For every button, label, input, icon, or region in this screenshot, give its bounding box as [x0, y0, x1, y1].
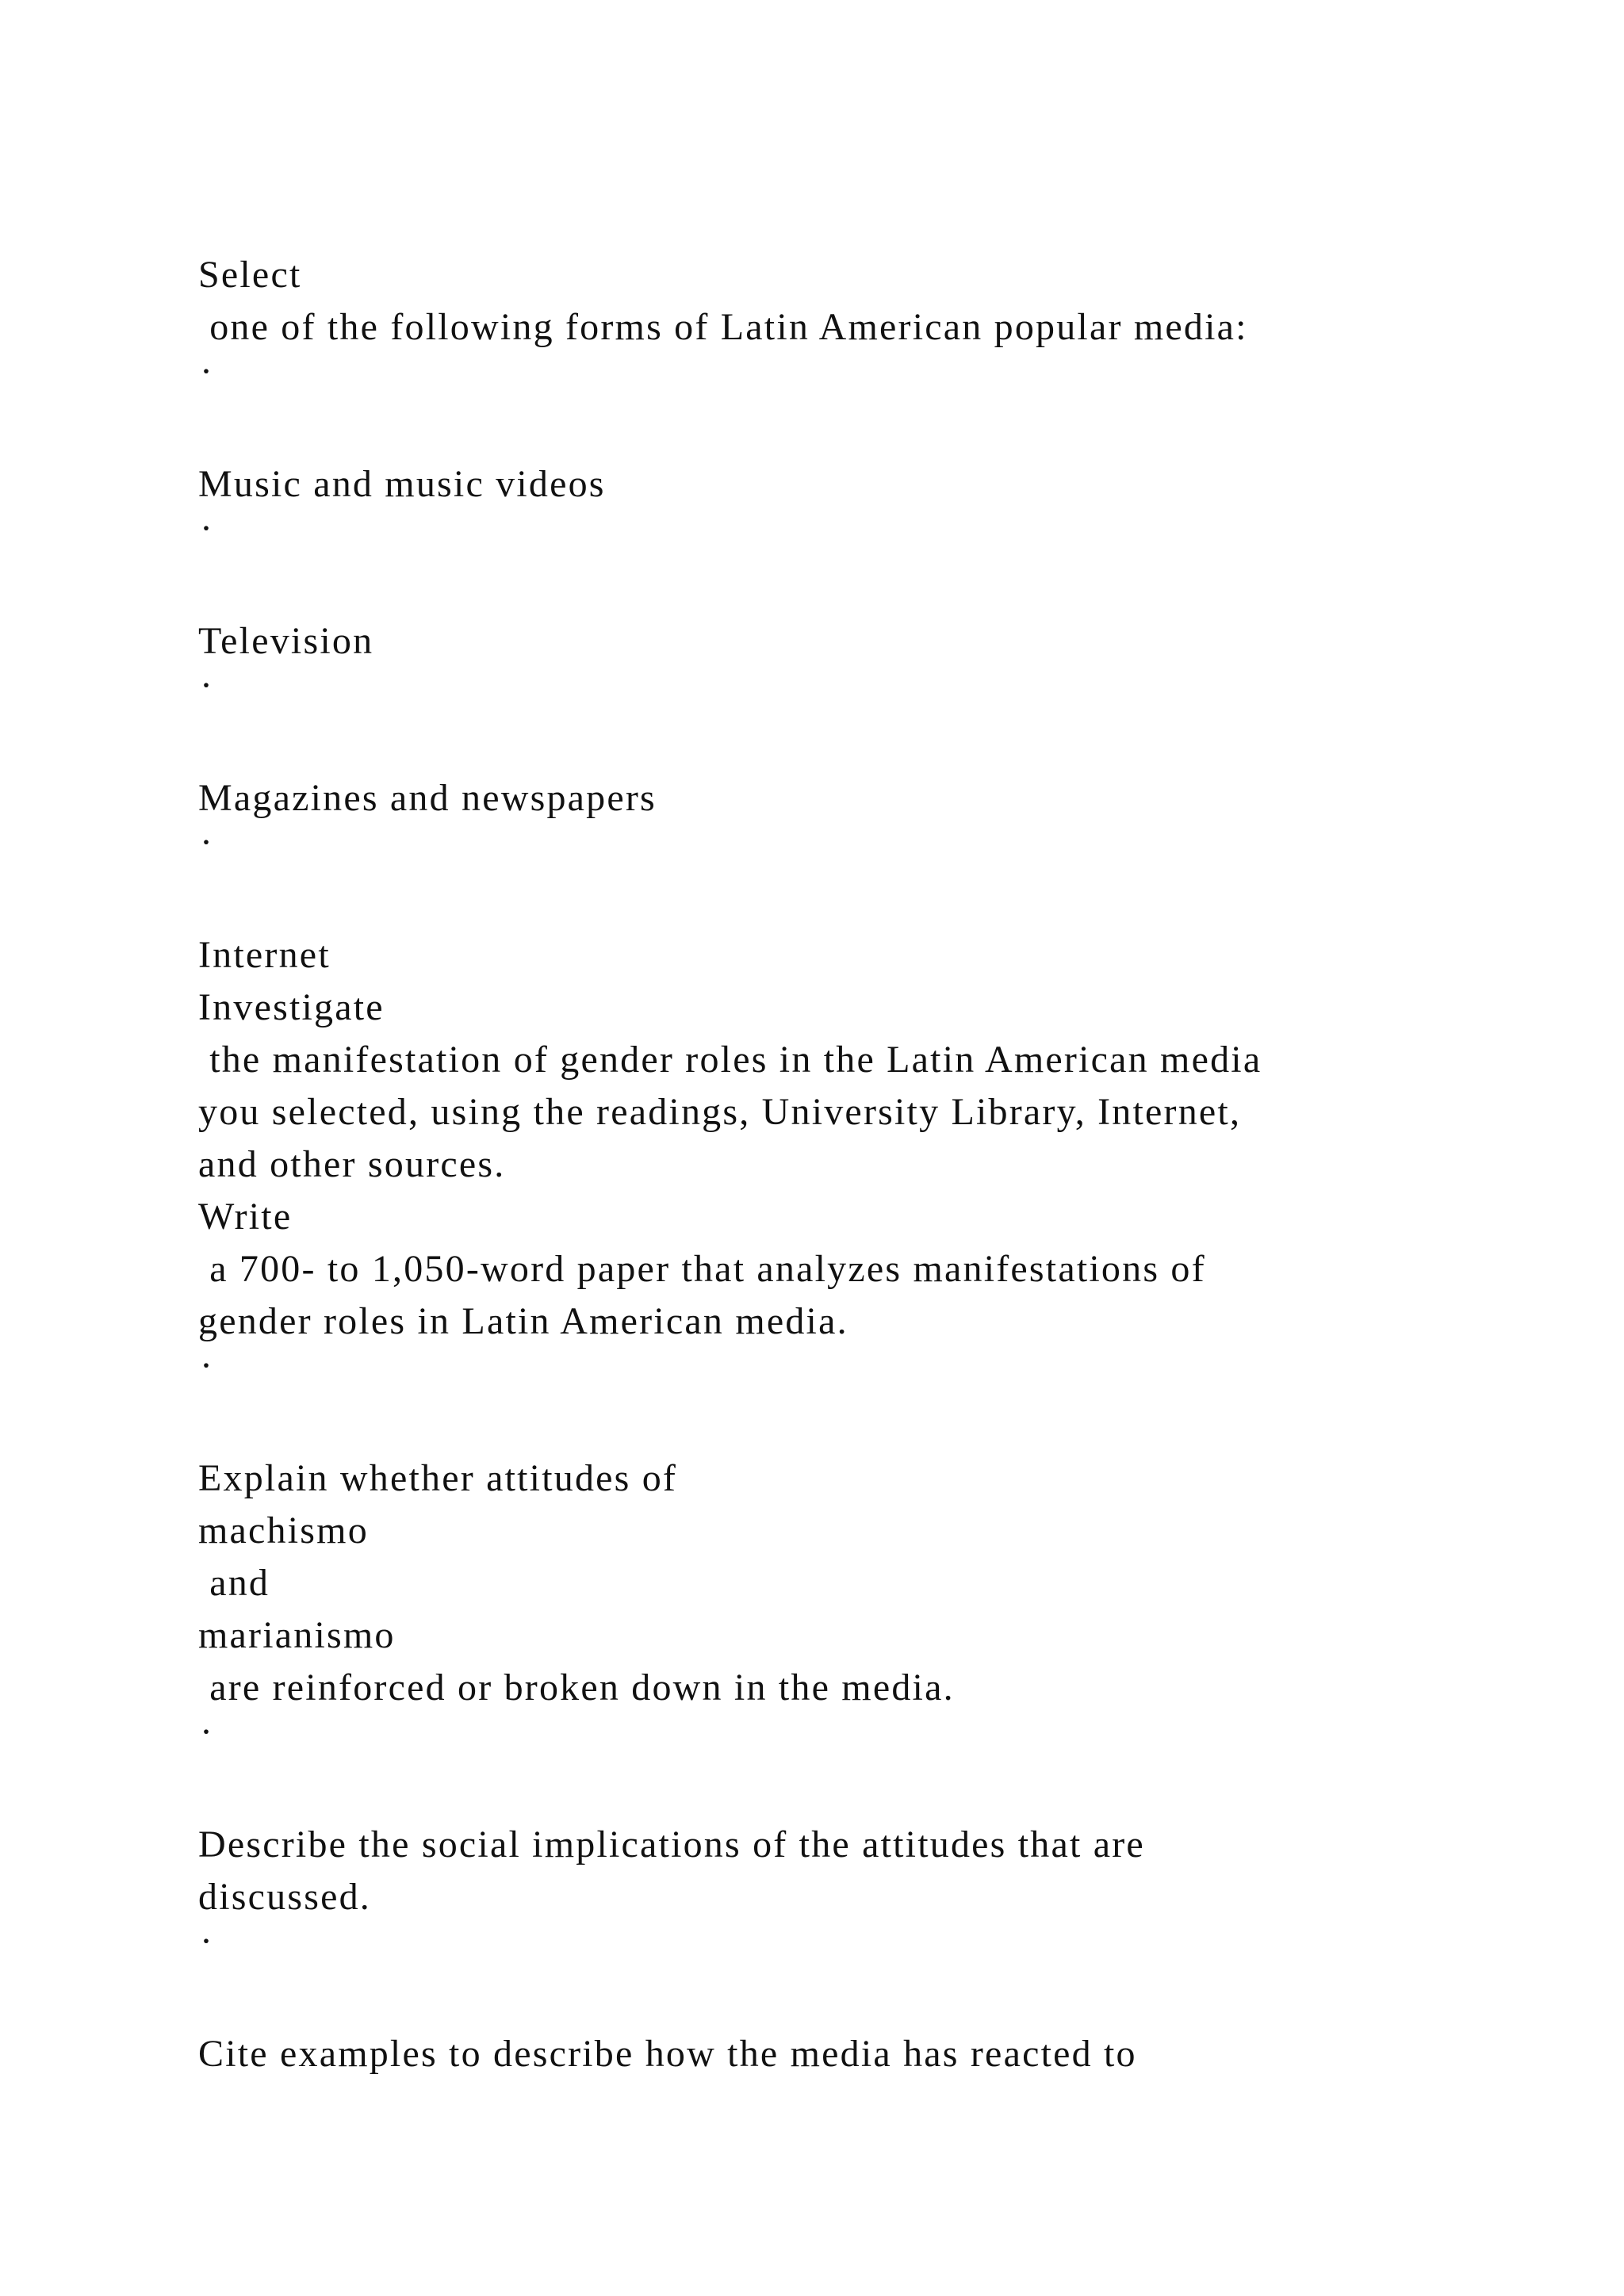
text-line: the manifestation of gender roles in the Latin American media	[198, 1039, 1262, 1081]
text-line: Cite examples to describe how the media has reacted to	[198, 2033, 1137, 2075]
text-line: and other sources.	[198, 1143, 506, 1185]
text-line: Select	[198, 254, 302, 296]
text-line: and	[198, 1562, 270, 1604]
bullet-dot: ·	[200, 664, 213, 706]
bullet-dot: ·	[200, 1920, 213, 1962]
text-line: one of the following forms of Latin American popular media:	[198, 306, 1248, 348]
text-line: gender roles in Latin American media.	[198, 1300, 848, 1342]
bullet-dot: ·	[200, 821, 213, 863]
bullet-dot: ·	[200, 1345, 213, 1387]
text-line: discussed.	[198, 1876, 371, 1918]
text-line: you selected, using the readings, University Library, Internet,	[198, 1091, 1242, 1133]
text-line: Explain whether attitudes of	[198, 1457, 678, 1499]
text-line: are reinforced or broken down in the media.	[198, 1667, 955, 1709]
text-line: Magazines and newspapers	[198, 777, 657, 819]
text-line: machismo	[198, 1510, 369, 1552]
text-line: Television	[198, 620, 374, 662]
text-line: Describe the social implications of the attitudes that are	[198, 1823, 1145, 1866]
text-line: marianismo	[198, 1614, 396, 1656]
text-line: Internet	[198, 934, 331, 976]
text-line: Investigate	[198, 986, 385, 1028]
bullet-dot: ·	[200, 507, 213, 549]
text-line: a 700- to 1,050-word paper that analyzes manifestations of	[198, 1248, 1206, 1290]
bullet-dot: ·	[200, 350, 213, 392]
text-line: Write	[198, 1196, 293, 1238]
text-line: Music and music videos	[198, 463, 606, 505]
bullet-dot: ·	[200, 1711, 213, 1753]
